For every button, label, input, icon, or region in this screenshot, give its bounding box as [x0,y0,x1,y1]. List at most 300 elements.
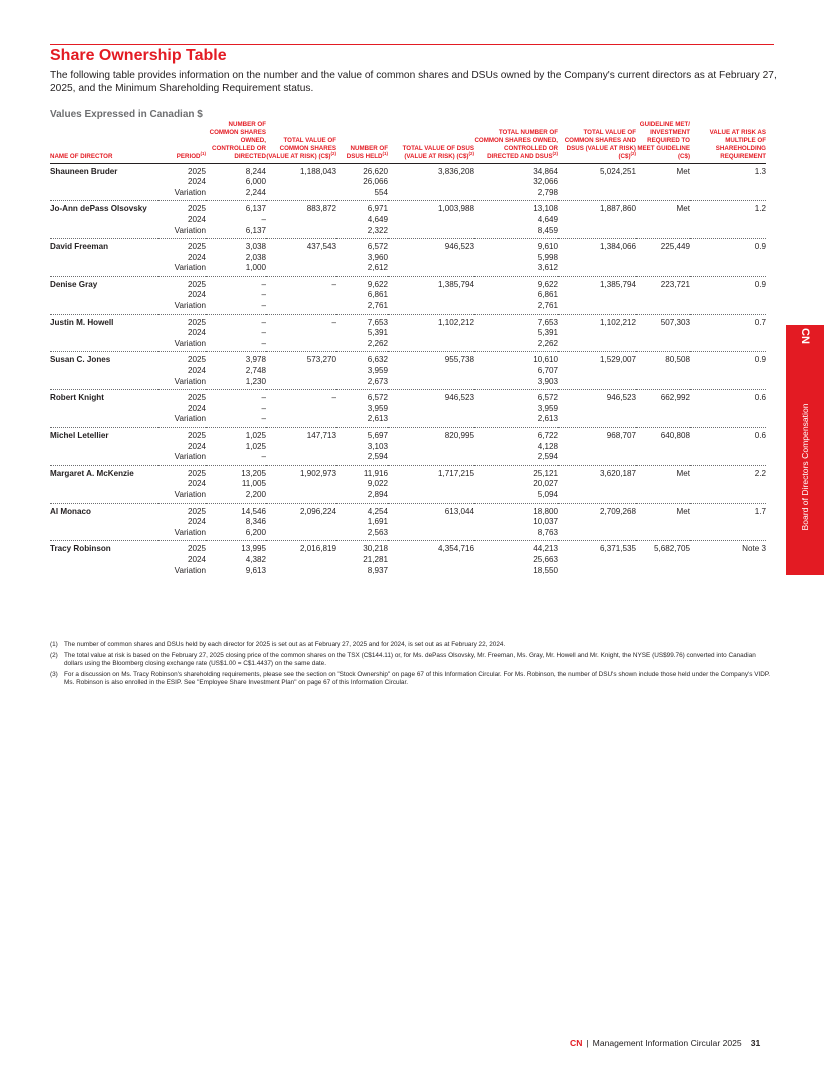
period-cell: 2024 [187,403,206,413]
common-shares-value-cell [266,442,336,453]
common-shares-cell: 9,613 [245,565,266,575]
total-value-cell [558,528,636,541]
value-multiple-cell [690,215,766,226]
col-total-shares-and-dsus: TOTAL NUMBER OF COMMON SHARES OWNED, CONTROLLED OR DIRECTED AND DSUS$^{(2)}$ [474,121,558,163]
common-shares-cell: – [261,328,266,338]
total-shares-dsus-cell: 9,610 [537,242,558,252]
total-shares-dsus-cell: 8,459 [474,226,558,239]
director-name [50,188,158,201]
total-shares-dsus-cell: 32,066 [533,177,558,187]
director-name: Denise Gray [50,279,98,289]
value-multiple-cell: 0.9 [754,242,766,252]
total-value-cell [558,366,636,377]
common-shares-value-cell [266,290,336,301]
period-cell: Variation [158,377,206,390]
value-multiple-cell [690,226,766,239]
value-multiple-cell [690,253,766,264]
director-name: David Freeman [50,242,109,252]
period-cell: Variation [158,263,206,276]
col-value-at-risk-multiple: VALUE AT RISK AS MULTIPLE OF SHAREHOLDING REQUIREMENT [690,121,766,163]
page-title: Share Ownership Table [50,47,227,64]
guideline-cell [636,366,690,377]
total-shares-dsus-cell: 18,800 [533,506,558,516]
dsus-held-cell: 26,066 [363,177,388,187]
total-shares-dsus-cell: 6,572 [537,393,558,403]
table-row [50,290,766,301]
dsus-held-cell: 9,022 [367,479,388,489]
value-multiple-cell [690,479,766,490]
table-row [50,517,766,528]
common-shares-cell: 14,546 [241,506,266,516]
common-shares-cell: 2,748 [245,366,266,376]
footnote-1: (1) The number of common shares and DSUs held by each director for 2025 is set out as at February 27, 2025 and for 2024, is set out as at February 22, 2024. [50,641,506,648]
dsus-value-cell: 3,836,208 [437,166,474,176]
table-row [50,465,766,479]
total-value-cell [558,328,636,339]
common-shares-cell: 6,200 [206,528,266,541]
table-row [50,442,766,453]
common-shares-cell: 6,137 [206,226,266,239]
common-shares-value-cell [266,188,336,201]
common-shares-value-cell: 1,188,043 [299,166,336,176]
table-row [50,188,766,201]
period-cell: 2024 [187,177,206,187]
value-multiple-cell: 2.2 [754,468,766,478]
dsus-value-cell [388,339,474,352]
director-name [50,377,158,390]
director-name [50,404,158,415]
period-cell: Variation [158,188,206,201]
table-row [50,528,766,541]
dsus-held-cell: 2,262 [336,339,388,352]
table-row [50,215,766,226]
guideline-cell [636,528,690,541]
table-header-row [50,121,766,163]
common-shares-value-cell [266,301,336,314]
footnote-3: (3) For a discussion on Ms. Tracy Robinson's shareholding requirements, please see the section on "Stock Ownership" on page 67 of this Information Circular. For Ms. Robinson, the number of DSU's shown include those held under the Company's VIDP. Ms. Robinson is also enrolled in the ESIP. See "Employee Share Investment Plan" on page 67 of this Information Circular. [50,670,771,687]
total-value-cell: 5,024,251 [599,166,636,176]
period-cell: 2025 [187,431,206,440]
director-name: Jo-Ann dePass Olsovsky [50,204,147,214]
table-row [50,555,766,566]
total-shares-dsus-cell: 9,622 [537,279,558,289]
director-name: Al Monaco [50,506,91,516]
common-shares-value-cell [266,366,336,377]
period-cell: 2025 [187,317,206,327]
common-shares-value-cell [266,490,336,503]
common-shares-cell: 1,025 [245,441,266,451]
dsus-held-cell: 554 [336,188,388,201]
guideline-cell: 507,303 [660,317,690,327]
total-shares-dsus-cell: 13,108 [533,204,558,214]
total-value-cell [558,404,636,415]
table-row [50,276,766,290]
table-row [50,314,766,328]
dsus-value-cell [388,263,474,276]
total-value-cell [558,226,636,239]
dsus-held-cell: 5,391 [367,328,388,338]
common-shares-cell: 2,038 [245,252,266,262]
director-name [50,566,158,579]
director-name [50,452,158,465]
value-multiple-cell [690,177,766,188]
total-value-cell [558,517,636,528]
common-shares-value-cell: – [331,393,336,403]
total-shares-dsus-cell: 2,262 [474,339,558,352]
total-value-cell: 1,887,860 [599,204,636,214]
dsus-held-cell: 5,697 [367,431,388,440]
guideline-cell: 5,682,705 [653,544,690,554]
dsus-held-cell: 3,959 [367,366,388,376]
period-cell: Variation [158,301,206,314]
dsus-held-cell: 2,594 [336,452,388,465]
director-name [50,555,158,566]
dsus-value-cell: 613,044 [444,506,474,516]
guideline-cell: Met [676,204,690,214]
value-multiple-cell: 0.9 [754,279,766,289]
common-shares-value-cell [266,226,336,239]
value-multiple-cell [690,188,766,201]
common-shares-value-cell [266,566,336,579]
director-name [50,366,158,377]
period-cell: 2024 [187,517,206,527]
dsus-value-cell: 1,003,988 [437,204,474,214]
dsus-value-cell [388,528,474,541]
period-cell: Variation [174,565,206,575]
dsus-value-cell [388,177,474,188]
total-value-cell [558,263,636,276]
common-shares-cell: – [206,339,266,352]
col-common-shares-owned: NUMBER OF COMMON SHARES OWNED, CONTROLLED OR DIRECTED [206,121,266,163]
period-cell: 2024 [187,441,206,451]
value-multiple-cell: 1.3 [754,166,766,176]
common-shares-value-cell: 573,270 [306,355,336,365]
table-row [50,390,766,404]
common-shares-value-cell: – [331,317,336,327]
period-cell: Variation [158,490,206,503]
guideline-cell [636,188,690,201]
period-cell: Variation [158,452,206,465]
common-shares-cell: – [261,290,266,300]
dsus-value-cell: 955,738 [444,355,474,365]
dsus-value-cell: 820,995 [444,431,474,440]
common-shares-cell: 6,137 [245,204,266,214]
table-row [50,328,766,339]
dsus-held-cell: 2,673 [336,377,388,390]
guideline-cell [636,377,690,390]
period-cell: 2024 [187,554,206,564]
period-cell: 2025 [187,204,206,214]
dsus-held-cell: 2,761 [336,301,388,314]
table-row [50,503,766,517]
value-multiple-cell: 0.6 [754,393,766,403]
director-name [50,490,158,503]
period-cell: 2024 [187,214,206,224]
common-shares-cell: – [261,393,266,403]
director-name [50,328,158,339]
dsus-value-cell [388,215,474,226]
common-shares-cell: – [261,317,266,327]
director-name: Justin M. Howell [50,317,114,327]
value-multiple-cell [690,339,766,352]
common-shares-cell: 2,200 [206,490,266,503]
total-value-cell [558,442,636,453]
total-value-cell: 1,384,066 [599,242,636,252]
table-row [50,566,766,579]
total-value-cell: 946,523 [606,393,636,403]
total-value-cell: 968,707 [606,431,636,440]
footnote-2: (2) The total value at risk is based on the February 27, 2025 closing price of the common shares on the TSX (C$144.11) or, for Ms. dePass Olsovsky, Mr. Freeman, Ms. Gray, Mr. Howell and Mr. Knight, the NYSE (US$99.76) converted into Canadian dollars using the Bloomberg closing exchange rate (US$1.00 = C$1.4437) on the same date. [50,651,756,668]
director-name [50,442,158,453]
footer-separator: | [586,1038,589,1048]
total-value-cell [558,188,636,201]
common-shares-cell: – [261,214,266,224]
guideline-cell [636,442,690,453]
director-name [50,290,158,301]
guideline-cell: 640,808 [660,431,690,440]
dsus-value-cell [388,253,474,264]
guideline-cell: 223,721 [660,279,690,289]
value-multiple-cell [690,517,766,528]
period-cell: Variation [158,414,206,427]
director-name [50,339,158,352]
dsus-value-cell [388,366,474,377]
guideline-cell [636,566,690,579]
total-value-cell [558,414,636,427]
value-multiple-cell: Note 3 [742,544,766,554]
total-shares-dsus-cell: 4,649 [537,214,558,224]
dsus-value-cell [388,328,474,339]
table-row [50,490,766,503]
value-multiple-cell [690,555,766,566]
period-cell: 2025 [187,468,206,478]
table-row [50,414,766,427]
common-shares-cell: 8,244 [245,166,266,176]
table-row [50,339,766,352]
intro-paragraph: The following table provides information on the number and the value of common shares and DSUs owned by the Company's current directors as at February 27, 2025, and the Minimum Shareholding Requirement status. [50,70,777,94]
dsus-value-cell [388,188,474,201]
total-shares-dsus-cell: 7,653 [537,317,558,327]
total-shares-dsus-cell: 10,610 [533,355,558,365]
common-shares-value-cell: 147,713 [306,431,336,440]
cn-logo: CN [798,328,811,344]
dsus-value-cell [388,442,474,453]
period-cell: 2025 [187,355,206,365]
total-value-cell: 2,709,268 [599,506,636,516]
value-multiple-cell: 0.7 [754,317,766,327]
table-row [50,452,766,465]
period-cell: 2025 [187,242,206,252]
common-shares-value-cell [266,555,336,566]
common-shares-cell: 1,025 [245,431,266,440]
common-shares-cell: – [206,452,266,465]
director-name: Shauneen Bruder [50,166,118,176]
director-name [50,528,158,541]
director-name: Robert Knight [50,393,104,403]
dsus-held-cell: 2,612 [336,263,388,276]
dsus-held-cell: 6,632 [367,355,388,365]
common-shares-value-cell [266,452,336,465]
director-name [50,177,158,188]
period-cell: 2024 [187,366,206,376]
side-section-label: Board of Directors Compensation [800,403,810,531]
guideline-cell [636,517,690,528]
footnotes [50,641,774,690]
period-cell: 2024 [187,479,206,489]
guideline-cell [636,226,690,239]
period-cell: 2024 [187,290,206,300]
dsus-value-cell: 946,523 [444,393,474,403]
period-cell: 2025 [187,279,206,289]
common-shares-cell: 6,000 [245,177,266,187]
total-value-cell [558,566,636,579]
table-row [50,263,766,276]
common-shares-cell: – [261,403,266,413]
dsus-held-cell: 3,959 [367,403,388,413]
guideline-cell [636,215,690,226]
total-value-cell [558,339,636,352]
total-value-cell [558,301,636,314]
table-row [50,226,766,239]
common-shares-cell: 13,995 [241,544,266,554]
value-multiple-cell [690,301,766,314]
guideline-cell: Met [676,468,690,478]
total-shares-dsus-cell: 6,722 [537,431,558,440]
dsus-held-cell: 4,649 [367,214,388,224]
guideline-cell [636,328,690,339]
value-multiple-cell [690,366,766,377]
total-shares-dsus-cell: 4,128 [537,441,558,451]
table-row [50,377,766,390]
total-shares-dsus-cell: 3,959 [537,403,558,413]
total-shares-dsus-cell: 3,903 [474,377,558,390]
total-shares-dsus-cell: 6,707 [537,366,558,376]
director-name: Margaret A. McKenzie [50,468,134,478]
total-value-cell [558,290,636,301]
director-name: Michel Letellier [50,431,109,440]
director-name [50,215,158,226]
dsus-value-cell [388,479,474,490]
director-name: Tracy Robinson [50,544,111,554]
table-row [50,352,766,366]
guideline-cell [636,414,690,427]
col-dsus-value: TOTAL VALUE OF DSUS (VALUE AT RISK) (C$)$^{(2)}$ [388,121,474,163]
value-multiple-cell [690,328,766,339]
dsus-held-cell: 26,620 [363,166,388,176]
value-multiple-cell [690,263,766,276]
guideline-cell [636,177,690,188]
common-shares-value-cell [266,517,336,528]
table-row [50,428,766,442]
table-row [50,253,766,264]
common-shares-cell: 4,382 [245,554,266,564]
dsus-value-cell [388,452,474,465]
total-shares-dsus-cell: 6,861 [537,290,558,300]
table-row [50,177,766,188]
table-body [50,163,766,578]
col-dsus-held: NUMBER OF DSUS HELD$^{(1)}$ [336,121,388,163]
value-multiple-cell [690,528,766,541]
director-name [50,226,158,239]
common-shares-value-cell [266,328,336,339]
value-multiple-cell: 1.7 [754,506,766,516]
table-row [50,541,766,555]
guideline-cell [636,452,690,465]
common-shares-value-cell [266,339,336,352]
total-value-cell [558,253,636,264]
period-cell: Variation [158,226,206,239]
dsus-held-cell: 2,894 [336,490,388,503]
total-shares-dsus-cell: 34,864 [533,166,558,176]
table-row [50,239,766,253]
common-shares-value-cell [266,263,336,276]
col-name-of-director: NAME OF DIRECTOR [50,121,158,163]
guideline-cell: Met [676,166,690,176]
guideline-cell [636,253,690,264]
dsus-value-cell [388,377,474,390]
common-shares-value-cell [266,215,336,226]
guideline-cell [636,490,690,503]
guideline-cell: Met [676,506,690,516]
total-shares-dsus-cell: 3,612 [474,263,558,276]
common-shares-cell: 3,978 [245,355,266,365]
total-value-cell [558,377,636,390]
table-row [50,404,766,415]
period-cell: 2024 [187,328,206,338]
common-shares-cell: – [206,301,266,314]
dsus-held-cell: 4,254 [367,506,388,516]
total-shares-dsus-cell: 2,798 [474,188,558,201]
common-shares-cell: 8,346 [245,517,266,527]
total-value-cell [558,479,636,490]
dsus-value-cell [388,517,474,528]
director-name [50,263,158,276]
total-shares-dsus-cell: 20,027 [533,479,558,489]
value-multiple-cell: 0.6 [754,431,766,440]
common-shares-value-cell: 437,543 [306,242,336,252]
director-name [50,479,158,490]
dsus-value-cell: 946,523 [444,242,474,252]
total-shares-dsus-cell: 5,391 [537,328,558,338]
director-name [50,301,158,314]
value-multiple-cell [690,490,766,503]
period-cell: 2024 [187,252,206,262]
dsus-held-cell: 6,572 [367,242,388,252]
guideline-cell [636,301,690,314]
value-multiple-cell [690,566,766,579]
common-shares-cell: 11,005 [241,479,266,489]
total-value-cell: 1,529,007 [599,355,636,365]
table-row [50,301,766,314]
total-shares-dsus-cell: 2,613 [474,414,558,427]
guideline-cell [636,339,690,352]
dsus-value-cell: 4,354,716 [437,544,474,554]
page-number: 31 [750,1038,761,1048]
common-shares-value-cell [266,377,336,390]
dsus-held-cell: 8,937 [367,565,388,575]
period-cell: Variation [158,528,206,541]
dsus-value-cell [388,290,474,301]
footer-document-title: Management Information Circular 2025 [592,1038,742,1048]
total-value-cell: 6,371,535 [599,544,636,554]
dsus-value-cell [388,490,474,503]
col-common-shares-value: TOTAL VALUE OF COMMON SHARES (VALUE AT RISK) (C$)$^{(2)}$ [266,121,336,163]
common-shares-cell: 1,000 [206,263,266,276]
dsus-value-cell [388,555,474,566]
common-shares-cell: 1,230 [206,377,266,390]
director-name [50,517,158,528]
total-shares-dsus-cell: 25,121 [533,468,558,478]
